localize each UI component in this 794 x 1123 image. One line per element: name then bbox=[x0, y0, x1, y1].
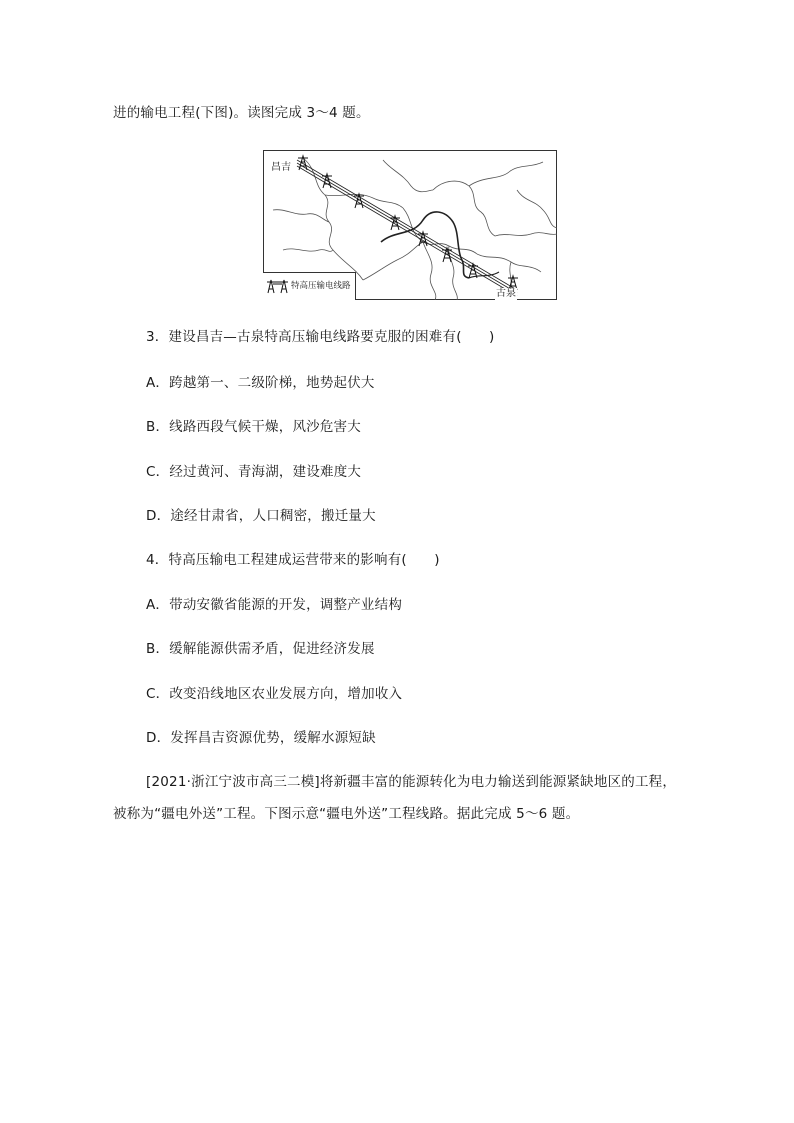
map-legend bbox=[263, 272, 356, 300]
intro-text: 进的输电工程(下图)。读图完成 3～4 题。 bbox=[113, 105, 370, 121]
source-paragraph-line-2: 被称为“疆电外送”工程。下图示意“疆电外送”工程线路。据此完成 5～6 题。 bbox=[113, 806, 580, 822]
transmission-tower-icon bbox=[267, 278, 289, 294]
question-4-option-c: C．改变沿线地区农业发展方向，增加收入 bbox=[146, 686, 403, 702]
question-4-stem: 4．特高压输电工程建成运营带来的影响有( ) bbox=[146, 552, 440, 568]
question-3-option-c: C．经过黄河、青海湖，建设难度大 bbox=[146, 464, 362, 480]
question-3-stem: 3．建设昌吉—古泉特高压输电线路要克服的困难有( ) bbox=[146, 329, 495, 345]
map-label-end: 古泉 bbox=[496, 288, 516, 299]
question-4-option-d: D．发挥昌吉资源优势，缓解水源短缺 bbox=[146, 730, 376, 746]
question-3-option-a: A．跨越第一、二级阶梯，地势起伏大 bbox=[146, 375, 375, 391]
question-4-option-a: A．带动安徽省能源的开发，调整产业结构 bbox=[146, 597, 403, 613]
question-3-option-d: D．途经甘肃省，人口稠密，搬迁量大 bbox=[146, 508, 376, 524]
map-label-start: 昌吉 bbox=[271, 162, 291, 173]
legend-label: 特高压输电线路 bbox=[291, 281, 351, 291]
question-4-option-b: B．缓解能源供需矛盾，促进经济发展 bbox=[146, 641, 375, 657]
transmission-map bbox=[263, 150, 557, 300]
question-3-option-b: B．线路西段气候干燥，风沙危害大 bbox=[146, 419, 361, 435]
source-paragraph-line-1: [2021·浙江宁波市高三二模]将新疆丰富的能源转化为电力输送到能源紧缺地区的工程， bbox=[146, 774, 677, 790]
